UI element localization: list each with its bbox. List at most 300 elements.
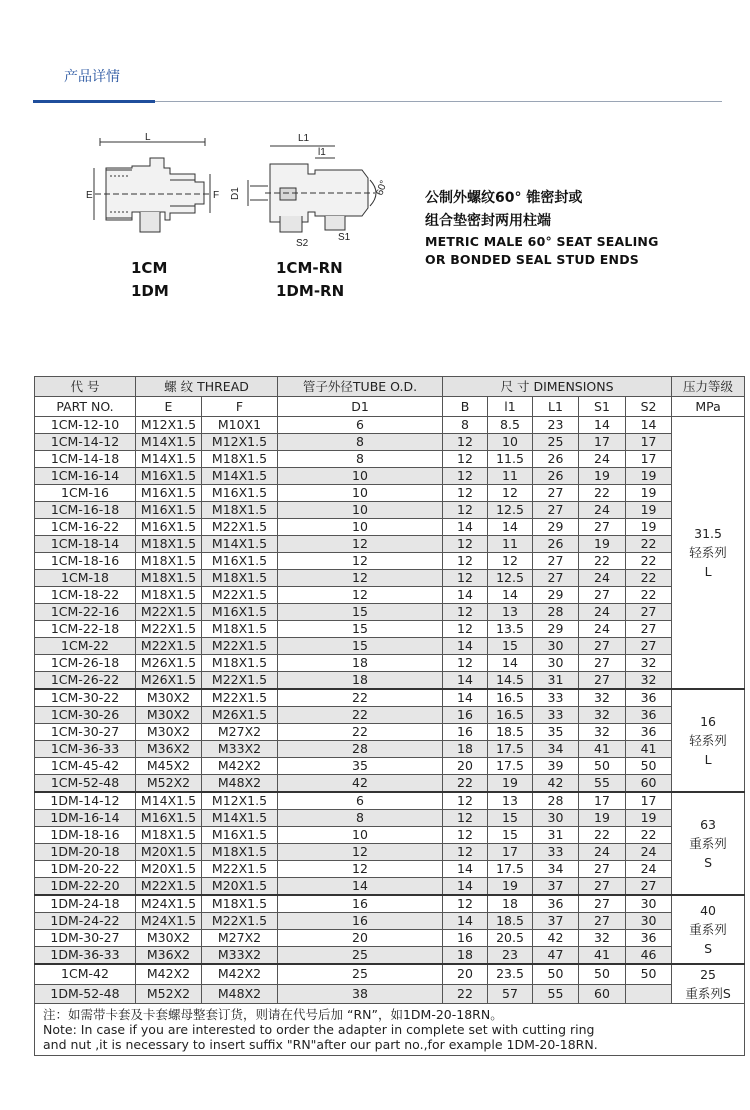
table-cell: 12 bbox=[278, 570, 443, 587]
table-row bbox=[35, 827, 745, 844]
table-cell: 14 bbox=[488, 655, 533, 672]
table-cell: 27 bbox=[579, 638, 626, 655]
table-cell: 10 bbox=[278, 827, 443, 844]
table-row bbox=[35, 502, 745, 519]
table-cell: 12 bbox=[488, 553, 533, 570]
table-cell: 14 bbox=[443, 638, 488, 655]
table-cell: 12 bbox=[443, 536, 488, 553]
table-cell: 14 bbox=[488, 587, 533, 604]
table-cell: 12 bbox=[443, 485, 488, 502]
table-cell: M14X1.5 bbox=[202, 468, 278, 485]
table-row bbox=[35, 604, 745, 621]
description-cn-line2: 组合垫密封两用柱端 bbox=[425, 213, 551, 229]
table-cell: 1CM-16-22 bbox=[35, 519, 136, 536]
table-cell: 14 bbox=[579, 417, 626, 434]
table-cell: 19 bbox=[488, 775, 533, 793]
pressure-class-cell bbox=[672, 964, 745, 1004]
table-cell: 42 bbox=[533, 775, 579, 793]
table-cell: M24X1.5 bbox=[136, 895, 202, 913]
table-cell: M26X1.5 bbox=[202, 707, 278, 724]
table-cell: 22 bbox=[443, 775, 488, 793]
table-cell: 16 bbox=[278, 895, 443, 913]
table-cell: M16X1.5 bbox=[136, 519, 202, 536]
table-cell: 22 bbox=[278, 707, 443, 724]
fitting-drawing bbox=[70, 128, 390, 253]
table-cell: M18X1.5 bbox=[202, 502, 278, 519]
header-tube-od: 管子外径TUBE O.D. bbox=[278, 377, 443, 397]
table-cell: 12 bbox=[443, 827, 488, 844]
table-cell: 14 bbox=[443, 587, 488, 604]
table-cell: 18 bbox=[488, 895, 533, 913]
table-cell: M14X1.5 bbox=[136, 451, 202, 468]
table-cell: 27 bbox=[626, 878, 672, 896]
table-cell: M42X2 bbox=[202, 758, 278, 775]
table-cell: 37 bbox=[533, 878, 579, 896]
table-cell: 23 bbox=[488, 947, 533, 965]
table-cell: 17 bbox=[579, 792, 626, 810]
table-row bbox=[35, 621, 745, 638]
table-cell: 36 bbox=[626, 707, 672, 724]
description-en-line2: OR BONDED SEAL STUD ENDS bbox=[425, 252, 639, 267]
table-cell: M30X2 bbox=[136, 724, 202, 741]
table-cell: 10 bbox=[488, 434, 533, 451]
pressure-class-line: 63 bbox=[700, 817, 717, 832]
table-row bbox=[35, 707, 745, 724]
table-cell: 8 bbox=[443, 417, 488, 434]
table-row bbox=[35, 587, 745, 604]
pressure-class-line: 31.5 bbox=[694, 526, 722, 541]
table-cell: M20X1.5 bbox=[136, 861, 202, 878]
table-cell: 14 bbox=[488, 519, 533, 536]
table-cell: 24 bbox=[579, 570, 626, 587]
table-cell: 1CM-12-10 bbox=[35, 417, 136, 434]
table-cell: M20X1.5 bbox=[136, 844, 202, 861]
table-cell: 19 bbox=[626, 519, 672, 536]
table-row bbox=[35, 810, 745, 827]
table-cell: 16 bbox=[443, 724, 488, 741]
table-cell: 26 bbox=[533, 536, 579, 553]
table-row bbox=[35, 878, 745, 896]
note-en-line1: Note: In case if you are interested to order the adapter in complete set with cutting ring bbox=[43, 1022, 595, 1037]
table-cell: 1DM-52-48 bbox=[35, 984, 136, 1003]
table-cell: 32 bbox=[579, 930, 626, 947]
table-cell: M52X2 bbox=[136, 775, 202, 793]
table-cell: M18X1.5 bbox=[136, 570, 202, 587]
table-cell: M42X2 bbox=[202, 964, 278, 984]
table-cell: 34 bbox=[533, 741, 579, 758]
table-cell: 27 bbox=[579, 861, 626, 878]
table-cell: M16X1.5 bbox=[136, 810, 202, 827]
table-cell: M18X1.5 bbox=[136, 587, 202, 604]
table-cell: M27X2 bbox=[202, 930, 278, 947]
table-cell: 19 bbox=[579, 536, 626, 553]
table-cell: 12 bbox=[443, 553, 488, 570]
table-cell: 30 bbox=[533, 655, 579, 672]
table-cell: 17.5 bbox=[488, 758, 533, 775]
table-row bbox=[35, 553, 745, 570]
table-cell: 15 bbox=[278, 604, 443, 621]
table-cell: 28 bbox=[278, 741, 443, 758]
table-cell: 8 bbox=[278, 434, 443, 451]
table-cell: 10 bbox=[278, 519, 443, 536]
table-row bbox=[35, 964, 745, 984]
table-cell: 27 bbox=[533, 553, 579, 570]
table-cell: 19 bbox=[626, 468, 672, 485]
table-cell: 19 bbox=[488, 878, 533, 896]
table-cell: 20 bbox=[443, 964, 488, 984]
table-cell: M33X2 bbox=[202, 947, 278, 965]
header-d1: D1 bbox=[278, 397, 443, 417]
table-cell: M22X1.5 bbox=[202, 587, 278, 604]
table-cell: 55 bbox=[533, 984, 579, 1003]
table-cell: 36 bbox=[626, 724, 672, 741]
table-cell: M22X1.5 bbox=[202, 638, 278, 655]
table-cell: 25 bbox=[533, 434, 579, 451]
table-cell: 14 bbox=[278, 878, 443, 896]
table-cell: 27 bbox=[533, 485, 579, 502]
pressure-class-line: L bbox=[704, 752, 712, 767]
table-cell: 1CM-36-33 bbox=[35, 741, 136, 758]
table-cell: 24 bbox=[626, 861, 672, 878]
table-cell: 47 bbox=[533, 947, 579, 965]
header-code-cn: 代 号 bbox=[35, 377, 136, 397]
table-cell: 1CM-18-22 bbox=[35, 587, 136, 604]
table-cell: 31 bbox=[533, 827, 579, 844]
table-cell: 16.5 bbox=[488, 689, 533, 707]
table-cell: 1CM-22-16 bbox=[35, 604, 136, 621]
table-cell: 1CM-14-18 bbox=[35, 451, 136, 468]
table-cell: 23 bbox=[533, 417, 579, 434]
table-cell: 20 bbox=[278, 930, 443, 947]
table-cell: 41 bbox=[626, 741, 672, 758]
table-cell: 11.5 bbox=[488, 451, 533, 468]
table-row bbox=[35, 570, 745, 587]
table-cell: 14 bbox=[443, 878, 488, 896]
table-cell: M45X2 bbox=[136, 758, 202, 775]
table-cell: M52X2 bbox=[136, 984, 202, 1003]
table-cell: 12 bbox=[443, 844, 488, 861]
table-cell: 50 bbox=[579, 964, 626, 984]
table-cell: M14X1.5 bbox=[136, 434, 202, 451]
pressure-class-line: 25 bbox=[700, 967, 717, 982]
table-cell: M36X2 bbox=[136, 741, 202, 758]
table-cell: 1CM-30-22 bbox=[35, 689, 136, 707]
pressure-class-line: 轻系列 bbox=[689, 545, 727, 560]
header-b: B bbox=[443, 397, 488, 417]
table-row bbox=[35, 519, 745, 536]
table-cell: M18X1.5 bbox=[202, 655, 278, 672]
table-cell: 18 bbox=[278, 655, 443, 672]
table-cell: 27 bbox=[579, 655, 626, 672]
table-cell: 22 bbox=[626, 536, 672, 553]
table-cell: 6 bbox=[278, 792, 443, 810]
table-cell: 29 bbox=[533, 587, 579, 604]
table-row bbox=[35, 434, 745, 451]
header-part-no: PART NO. bbox=[35, 397, 136, 417]
caption-1dm-rn: 1DM-RN bbox=[276, 282, 345, 300]
table-cell: 1CM-26-22 bbox=[35, 672, 136, 690]
pressure-class-cell bbox=[672, 895, 745, 964]
table-cell: 22 bbox=[626, 570, 672, 587]
table-cell: 31 bbox=[533, 672, 579, 690]
table-row bbox=[35, 984, 745, 1003]
table-cell: M16X1.5 bbox=[136, 485, 202, 502]
table-cell: 32 bbox=[579, 724, 626, 741]
table-cell: 37 bbox=[533, 913, 579, 930]
table-row bbox=[35, 758, 745, 775]
table-cell: 14 bbox=[443, 913, 488, 930]
table-cell: M18X1.5 bbox=[202, 895, 278, 913]
note-en-line2: and nut ,it is necessary to insert suffix "RN"after our part no.,for example 1DM-20-18RN. bbox=[43, 1037, 598, 1052]
table-cell: 27 bbox=[626, 638, 672, 655]
header-l1-small: l1 bbox=[488, 397, 533, 417]
table-cell: 10 bbox=[278, 468, 443, 485]
table-cell: 30 bbox=[626, 913, 672, 930]
order-note bbox=[35, 1004, 745, 1056]
table-row bbox=[35, 655, 745, 672]
table-cell: M18X1.5 bbox=[136, 553, 202, 570]
table-cell: 18.5 bbox=[488, 724, 533, 741]
table-cell: 57 bbox=[488, 984, 533, 1003]
table-cell: 1CM-30-26 bbox=[35, 707, 136, 724]
table-cell: 12 bbox=[443, 810, 488, 827]
pressure-class-line: 40 bbox=[700, 903, 717, 918]
table-cell: 33 bbox=[533, 689, 579, 707]
table-cell: M22X1.5 bbox=[136, 604, 202, 621]
table-cell: 12 bbox=[443, 895, 488, 913]
pressure-class-line: 重系列S bbox=[685, 986, 731, 1001]
table-cell: M22X1.5 bbox=[202, 672, 278, 690]
table-cell: 19 bbox=[626, 810, 672, 827]
table-cell: 14 bbox=[443, 519, 488, 536]
table-cell: 15 bbox=[488, 810, 533, 827]
table-cell: M16X1.5 bbox=[202, 827, 278, 844]
table-cell: 1DM-20-22 bbox=[35, 861, 136, 878]
table-cell: 50 bbox=[626, 964, 672, 984]
table-cell: 12 bbox=[443, 570, 488, 587]
table-cell: 41 bbox=[579, 947, 626, 965]
table-cell: M30X2 bbox=[136, 707, 202, 724]
table-cell: 23.5 bbox=[488, 964, 533, 984]
table-cell bbox=[626, 984, 672, 1003]
svg-text:L1: L1 bbox=[298, 133, 310, 144]
table-cell: M20X1.5 bbox=[202, 878, 278, 896]
table-cell: 19 bbox=[579, 810, 626, 827]
table-cell: 22 bbox=[278, 724, 443, 741]
table-cell: 28 bbox=[533, 604, 579, 621]
table-cell: 12 bbox=[443, 434, 488, 451]
table-cell: 14 bbox=[443, 861, 488, 878]
table-row bbox=[35, 468, 745, 485]
table-cell: 12 bbox=[443, 792, 488, 810]
table-cell: 18 bbox=[443, 741, 488, 758]
pressure-class-cell bbox=[672, 417, 745, 690]
table-cell: 24 bbox=[579, 844, 626, 861]
pressure-class-line: S bbox=[704, 855, 713, 870]
table-cell: M26X1.5 bbox=[136, 672, 202, 690]
table-cell: M18X1.5 bbox=[202, 451, 278, 468]
table-cell: 1CM-42 bbox=[35, 964, 136, 984]
table-cell: 1CM-16-18 bbox=[35, 502, 136, 519]
table-cell: M22X1.5 bbox=[202, 913, 278, 930]
table-cell: 32 bbox=[626, 672, 672, 690]
table-cell: 35 bbox=[533, 724, 579, 741]
table-cell: M16X1.5 bbox=[202, 485, 278, 502]
table-row bbox=[35, 417, 745, 434]
table-row bbox=[35, 775, 745, 793]
svg-text:F: F bbox=[213, 190, 220, 201]
table-cell: 26 bbox=[533, 451, 579, 468]
table-cell: 15 bbox=[278, 638, 443, 655]
table-cell: M30X2 bbox=[136, 930, 202, 947]
table-cell: 24 bbox=[579, 502, 626, 519]
table-cell: 42 bbox=[533, 930, 579, 947]
description-cn-line1: 公制外螺纹60° 锥密封或 bbox=[425, 190, 583, 206]
table-cell: 60 bbox=[626, 775, 672, 793]
pressure-class-line: S bbox=[704, 941, 713, 956]
caption-1dm: 1DM bbox=[131, 282, 169, 300]
pressure-class-cell bbox=[672, 792, 745, 895]
table-cell: 1CM-26-18 bbox=[35, 655, 136, 672]
header-f: F bbox=[202, 397, 278, 417]
table-row bbox=[35, 947, 745, 965]
note-cn: 注：如需带卡套及卡套螺母整套订货，则请在代号后加 “RN”，如1DM-20-18RN。 bbox=[43, 1007, 503, 1022]
table-cell: 12 bbox=[278, 536, 443, 553]
table-cell: 13 bbox=[488, 604, 533, 621]
table-cell: 14.5 bbox=[488, 672, 533, 690]
pressure-class-line: L bbox=[704, 564, 712, 579]
svg-text:L: L bbox=[145, 132, 151, 143]
table-cell: 13 bbox=[488, 792, 533, 810]
table-cell: 12 bbox=[443, 655, 488, 672]
pressure-class-line: 重系列 bbox=[689, 922, 727, 937]
table-cell: 22 bbox=[626, 553, 672, 570]
table-cell: 22 bbox=[579, 827, 626, 844]
table-cell: M10X1 bbox=[202, 417, 278, 434]
table-cell: 12 bbox=[443, 621, 488, 638]
table-cell: M22X1.5 bbox=[136, 621, 202, 638]
table-cell: 34 bbox=[533, 861, 579, 878]
section-divider-accent bbox=[33, 100, 155, 103]
table-cell: M33X2 bbox=[202, 741, 278, 758]
table-cell: 1DM-24-18 bbox=[35, 895, 136, 913]
table-cell: 15 bbox=[488, 827, 533, 844]
fitting-1cm-rn-drawing bbox=[230, 133, 390, 249]
table-cell: 17 bbox=[579, 434, 626, 451]
table-cell: M22X1.5 bbox=[136, 638, 202, 655]
table-row bbox=[35, 741, 745, 758]
table-row bbox=[35, 895, 745, 913]
table-cell: 1DM-24-22 bbox=[35, 913, 136, 930]
table-cell: M14X1.5 bbox=[202, 536, 278, 553]
table-cell: 11 bbox=[488, 536, 533, 553]
pressure-class-cell bbox=[672, 689, 745, 792]
section-title: 产品详情 bbox=[64, 69, 120, 85]
table-cell: 1CM-22-18 bbox=[35, 621, 136, 638]
table-cell: M30X2 bbox=[136, 689, 202, 707]
table-cell: 1CM-16-14 bbox=[35, 468, 136, 485]
table-cell: 41 bbox=[579, 741, 626, 758]
table-cell: 24 bbox=[626, 844, 672, 861]
svg-text:S1: S1 bbox=[338, 232, 351, 243]
table-cell: 16 bbox=[443, 707, 488, 724]
table-cell: 22 bbox=[443, 984, 488, 1003]
table-cell: 30 bbox=[533, 638, 579, 655]
svg-text:S2: S2 bbox=[296, 238, 309, 249]
table-cell: M22X1.5 bbox=[136, 878, 202, 896]
table-cell: 14 bbox=[443, 689, 488, 707]
table-cell: M18X1.5 bbox=[202, 621, 278, 638]
table-cell: M16X1.5 bbox=[136, 468, 202, 485]
table-cell: 27 bbox=[579, 895, 626, 913]
table-cell: 36 bbox=[533, 895, 579, 913]
table-cell: 10 bbox=[278, 485, 443, 502]
table-cell: 22 bbox=[579, 485, 626, 502]
table-cell: 12.5 bbox=[488, 502, 533, 519]
table-cell: 60 bbox=[579, 984, 626, 1003]
table-cell: 1DM-20-18 bbox=[35, 844, 136, 861]
dimensions-table bbox=[34, 376, 745, 1056]
table-cell: M14X1.5 bbox=[136, 792, 202, 810]
table-cell: 27 bbox=[579, 913, 626, 930]
table-row bbox=[35, 724, 745, 741]
table-cell: 1CM-18-16 bbox=[35, 553, 136, 570]
table-cell: 1CM-30-27 bbox=[35, 724, 136, 741]
table-cell: M42X2 bbox=[136, 964, 202, 984]
table-cell: 1DM-14-12 bbox=[35, 792, 136, 810]
table-cell: 30 bbox=[533, 810, 579, 827]
table-cell: M12X1.5 bbox=[202, 434, 278, 451]
table-cell: 16.5 bbox=[488, 707, 533, 724]
table-cell: 22 bbox=[278, 689, 443, 707]
table-cell: 17 bbox=[626, 434, 672, 451]
table-cell: 1CM-22 bbox=[35, 638, 136, 655]
table-cell: 29 bbox=[533, 621, 579, 638]
table-row bbox=[35, 485, 745, 502]
header-pressure: 压力等级 bbox=[672, 377, 745, 397]
table-cell: 33 bbox=[533, 707, 579, 724]
table-cell: 26 bbox=[533, 468, 579, 485]
table-cell: 27 bbox=[579, 519, 626, 536]
table-cell: 17 bbox=[626, 451, 672, 468]
table-cell: 1CM-16 bbox=[35, 485, 136, 502]
table-cell: M18X1.5 bbox=[202, 570, 278, 587]
table-cell: 1DM-22-20 bbox=[35, 878, 136, 896]
description-en-line1: METRIC MALE 60° SEAT SEALING bbox=[425, 234, 659, 249]
table-cell: 33 bbox=[533, 844, 579, 861]
table-cell: 46 bbox=[626, 947, 672, 965]
table-cell: 18 bbox=[278, 672, 443, 690]
table-cell: 18 bbox=[443, 947, 488, 965]
table-row bbox=[35, 638, 745, 655]
header-l1: L1 bbox=[533, 397, 579, 417]
table-cell: M26X1.5 bbox=[136, 655, 202, 672]
table-cell: 1DM-30-27 bbox=[35, 930, 136, 947]
table-cell: 8.5 bbox=[488, 417, 533, 434]
table-cell: 32 bbox=[579, 707, 626, 724]
table-cell: 1DM-18-16 bbox=[35, 827, 136, 844]
table-cell: 24 bbox=[579, 604, 626, 621]
header-e: E bbox=[136, 397, 202, 417]
table-cell: 25 bbox=[278, 947, 443, 965]
table-cell: 27 bbox=[579, 672, 626, 690]
table-cell: 11 bbox=[488, 468, 533, 485]
header-mpa: MPa bbox=[672, 397, 745, 417]
table-cell: 25 bbox=[278, 964, 443, 984]
table-cell: 39 bbox=[533, 758, 579, 775]
header-dimensions: 尺 寸 DIMENSIONS bbox=[443, 377, 672, 397]
table-cell: 16 bbox=[443, 930, 488, 947]
